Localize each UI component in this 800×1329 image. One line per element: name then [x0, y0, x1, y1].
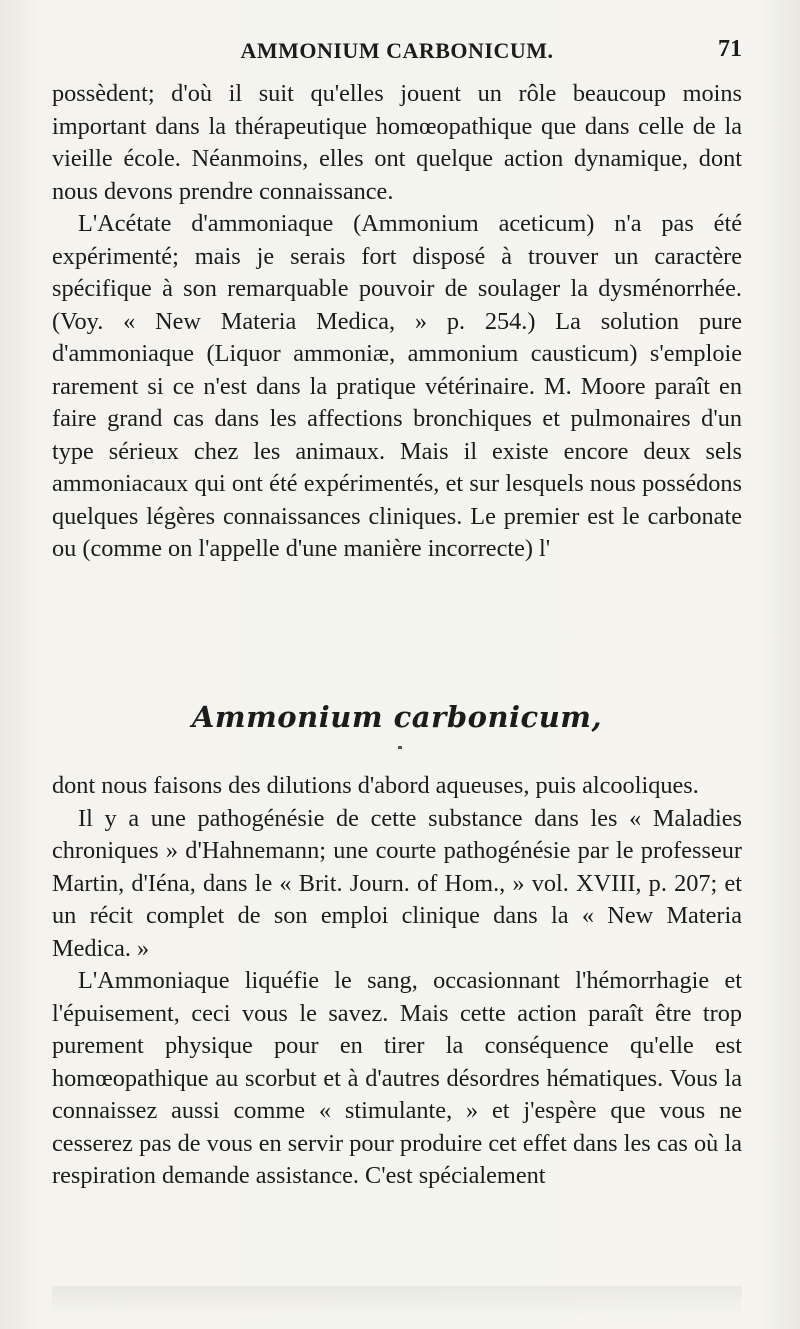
paragraph: L'Ammoniaque liquéfie le sang, occasionnant l'hémorrhagie et l'épuisement, ceci vous le savez. Mais cette action paraît être trop purement physique pour en tirer la conséquence qu'elle est homœopathique au scorbut et à d'autres désordres hématiques. Vous la connaissez aussi comme « stimulante, » et j'espère que vous ne cesserez pas de vous en servir pour produire cet effet dans les cas où la respiration demande assistance. C'est spécialement: [52, 967, 742, 1189]
body-text-after-heading: [52, 770, 742, 1193]
page-header: [52, 36, 742, 68]
running-title: AMMONIUM CARBONICUM.: [240, 38, 554, 63]
paragraph-continued: possèdent; d'où il suit qu'elles jouent un rôle beaucoup moins important dans la thérapeutique homœopathique que dans celle de la vieille école. Néanmoins, elles ont quelque action dynamique, dont nous devons prendre connaissance.: [52, 80, 742, 205]
heading-ornament: [398, 746, 402, 749]
page-bleed-shadow: [52, 1286, 742, 1316]
page-number: 71: [718, 36, 742, 62]
body-text-before-heading: [52, 78, 742, 566]
section-heading: Ammonium carbonicum,: [191, 700, 603, 734]
paragraph: L'Acétate d'ammoniaque (Ammonium aceticum) n'a pas été expérimenté; mais je serais fort disposé à trouver un caractère spécifique à son remarquable pouvoir de soulager la dysménorrhée. (Voy. « New Materia Medica, » p. 254.) La solution pure d'ammoniaque (Liquor ammoniæ, ammonium causticum) s'emploie rarement si ce n'est dans la pratique vétérinaire. M. Moore paraît en faire grand cas dans les affections bronchiques et pulmonaires d'un type sérieux chez les animaux. Mais il existe encore deux sels ammoniacaux qui ont été expérimentés, et sur lesquels nous possédons quelques légères connaissances cliniques. Le premier est le carbonate ou (comme on l'appelle d'une manière incorrecte) l': [52, 210, 742, 562]
paragraph: Il y a une pathogénésie de cette substance dans les « Maladies chroniques » d'Hahnemann; une courte pathogénésie par le professeur Martin, d'Iéna, dans le « Brit. Journ. of Hom., » vol. XVIII, p. 207; et un récit complet de son emploi clinique dans la « New Materia Medica. »: [52, 804, 742, 962]
paragraph-continued: dont nous faisons des dilutions d'abord aqueuses, puis alcooliques.: [52, 772, 699, 799]
